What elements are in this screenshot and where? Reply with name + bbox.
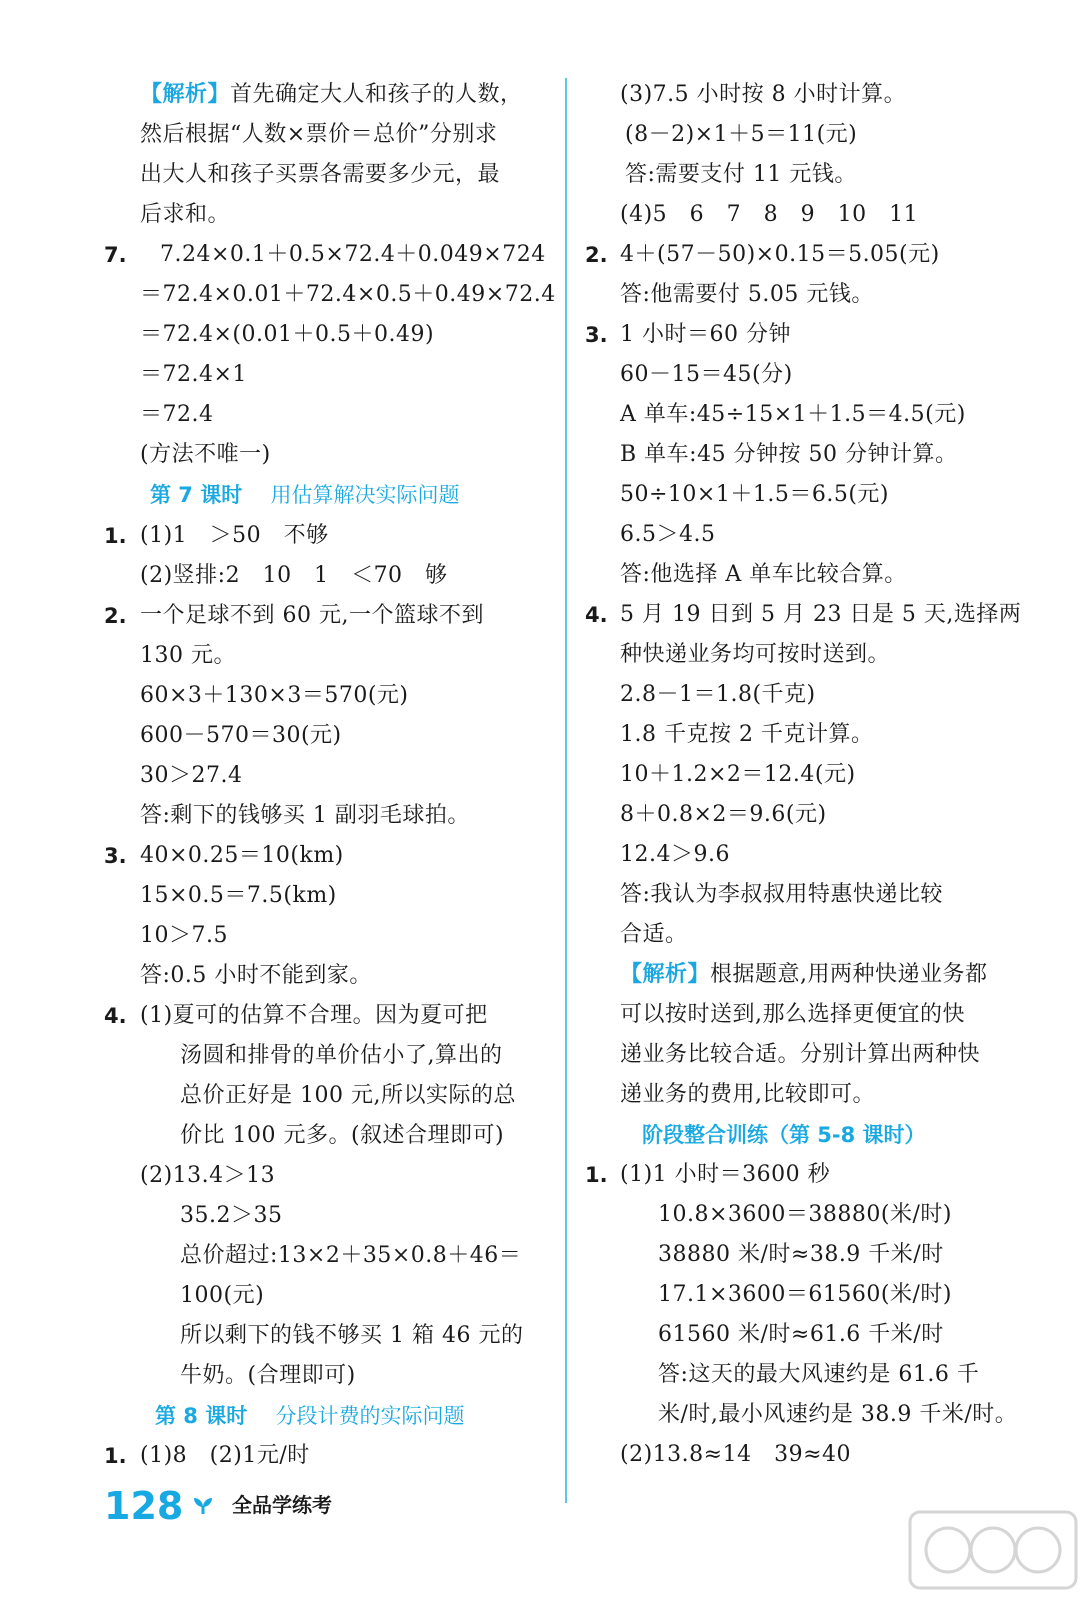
answer-line: 1 小时＝60 分钟 xyxy=(620,322,791,347)
page-number: 128 xyxy=(104,1484,184,1528)
answer-line: 12.4＞9.6 xyxy=(620,842,730,867)
answer-line: 600－570＝30(元) xyxy=(140,723,342,748)
answer-line: ＝72.4×1 xyxy=(140,362,247,387)
question-number: 3. xyxy=(585,323,608,347)
analysis-line: 递业务的费用,比较即可。 xyxy=(620,1082,875,1107)
question-number: 7. xyxy=(104,243,127,267)
answer-line: 价比 100 元多。(叙述合理即可) xyxy=(180,1123,505,1148)
column-divider xyxy=(565,78,567,1503)
analysis-line: 后求和。 xyxy=(140,202,231,227)
answer-line: 米/时,最小风速约是 38.9 千米/时。 xyxy=(658,1402,1018,1427)
answer-line: ＝72.4×(0.01＋0.5＋0.49) xyxy=(140,322,435,347)
answer-line: 答:0.5 小时不能到家。 xyxy=(140,963,372,988)
answer-line: 5 月 19 日到 5 月 23 日是 5 天,选择两 xyxy=(620,602,1022,627)
answer-line: 61560 米/时≈61.6 千米/时 xyxy=(658,1322,944,1347)
answer-line: 一个足球不到 60 元,一个篮球不到 xyxy=(140,603,484,628)
answer-line: ＝72.4×0.01＋72.4×0.5＋0.49×72.4 xyxy=(140,282,556,307)
question-number: 2. xyxy=(585,243,608,267)
answer-line: 4＋(57－50)×0.15＝5.05(元) xyxy=(620,242,940,267)
answer-line: (2)竖排:2 10 1 ＜70 够 xyxy=(140,563,448,588)
stage-training-heading: 阶段整合训练（第 5-8 课时） xyxy=(642,1123,926,1147)
answer-line: 6.5＞4.5 xyxy=(620,522,716,547)
question-number: 1. xyxy=(585,1163,608,1187)
answer-line: (2)13.8≈14 39≈40 xyxy=(620,1442,851,1467)
analysis-line: 【解析】首先确定大人和孩子的人数， xyxy=(140,82,523,107)
question-number: 1. xyxy=(104,524,127,548)
answer-line: (4)5 6 7 8 9 10 11 xyxy=(620,202,919,227)
answer-line: 10＋1.2×2＝12.4(元) xyxy=(620,762,856,787)
answer-line: 60×3＋130×3＝570(元) xyxy=(140,683,409,708)
answer-line: 15×0.5＝7.5(km) xyxy=(140,883,337,908)
question-number: 4. xyxy=(585,603,608,627)
answer-line: 130 元。 xyxy=(140,643,236,668)
answer-line: 7.24×0.1＋0.5×72.4＋0.049×724 xyxy=(160,242,546,267)
analysis-line: 出大人和孩子买票各需要多少元，最 xyxy=(140,162,501,187)
answer-line: 8＋0.8×2＝9.6(元) xyxy=(620,802,827,827)
answer-line: (1)1 小时＝3600 秒 xyxy=(620,1162,831,1187)
answer-line: 30＞27.4 xyxy=(140,763,243,788)
answer-line: 总价正好是 100 元,所以实际的总 xyxy=(180,1083,516,1108)
answer-line: (2)13.4＞13 xyxy=(140,1163,276,1188)
question-number: 2. xyxy=(104,604,127,628)
answer-line: 17.1×3600＝61560(米/时) xyxy=(658,1282,952,1307)
answer-line: (1)夏可的估算不合理。因为夏可把 xyxy=(140,1003,488,1028)
answer-line: (1)8 (2)1元/时 xyxy=(140,1443,310,1468)
answer-line: ＝72.4 xyxy=(140,402,214,427)
answer-line: A 单车:45÷15×1＋1.5＝4.5(元) xyxy=(620,402,966,427)
answer-line: 总价超过:13×2＋35×0.8＋46＝ xyxy=(180,1243,522,1268)
answer-line: 100(元) xyxy=(180,1283,265,1308)
answer-line: 答:需要支付 11 元钱。 xyxy=(625,162,857,187)
question-number: 1. xyxy=(104,1444,127,1468)
question-number: 3. xyxy=(104,844,127,868)
answer-line: (3)7.5 小时按 8 小时计算。 xyxy=(620,82,907,107)
answer-line: 50÷10×1＋1.5＝6.5(元) xyxy=(620,482,889,507)
answer-line: 答:这天的最大风速约是 61.6 千 xyxy=(658,1362,980,1387)
lesson-7-heading: 第 7 课时 用估算解决实际问题 xyxy=(150,483,460,507)
brand-name: 全品学练考 xyxy=(232,1493,332,1517)
analysis-tag: 【解析】 xyxy=(140,82,231,107)
analysis-line: 递业务比较合适。分别计算出两种快 xyxy=(620,1042,981,1067)
analysis-line: 然后根据“人数×票价＝总价”分别求 xyxy=(140,122,498,147)
answer-line: 合适。 xyxy=(620,922,688,947)
sprout-icon xyxy=(192,1497,214,1519)
answer-line: 种快递业务均可按时送到。 xyxy=(620,642,891,667)
answer-line: 牛奶。(合理即可) xyxy=(180,1363,356,1388)
answer-line: (方法不唯一) xyxy=(140,442,271,467)
analysis-tag: 【解析】 xyxy=(620,962,711,987)
watermark-icon xyxy=(908,1510,1078,1594)
answer-line: 2.8－1＝1.8(千克) xyxy=(620,682,816,707)
answer-line: 40×0.25＝10(km) xyxy=(140,843,344,868)
answer-line: 38880 米/时≈38.9 千米/时 xyxy=(658,1242,944,1267)
answer-line: 35.2＞35 xyxy=(180,1203,283,1228)
answer-line: B 单车:45 分钟按 50 分钟计算。 xyxy=(620,442,958,467)
analysis-line: 【解析】根据题意,用两种快递业务都 xyxy=(620,962,988,987)
answer-line: (1)1 ＞50 不够 xyxy=(140,523,329,548)
answer-line: 60－15＝45(分) xyxy=(620,362,793,387)
answer-line: (8－2)×1＋5＝11(元) xyxy=(625,122,858,147)
answer-line: 10＞7.5 xyxy=(140,923,228,948)
answer-line: 所以剩下的钱不够买 1 箱 46 元的 xyxy=(180,1323,524,1348)
answer-line: 答:剩下的钱够买 1 副羽毛球拍。 xyxy=(140,803,470,828)
answer-line: 答:我认为李叔叔用特惠快递比较 xyxy=(620,882,943,907)
answer-line: 1.8 千克按 2 千克计算。 xyxy=(620,722,874,747)
answer-line: 10.8×3600＝38880(米/时) xyxy=(658,1202,952,1227)
analysis-line: 可以按时送到,那么选择更便宜的快 xyxy=(620,1002,965,1027)
answer-line: 答:他需要付 5.05 元钱。 xyxy=(620,282,874,307)
question-number: 4. xyxy=(104,1004,127,1028)
answer-line: 汤圆和排骨的单价估小了,算出的 xyxy=(180,1043,503,1068)
answer-line: 答:他选择 A 单车比较合算。 xyxy=(620,562,907,587)
lesson-8-heading: 第 8 课时 分段计费的实际问题 xyxy=(155,1404,465,1428)
